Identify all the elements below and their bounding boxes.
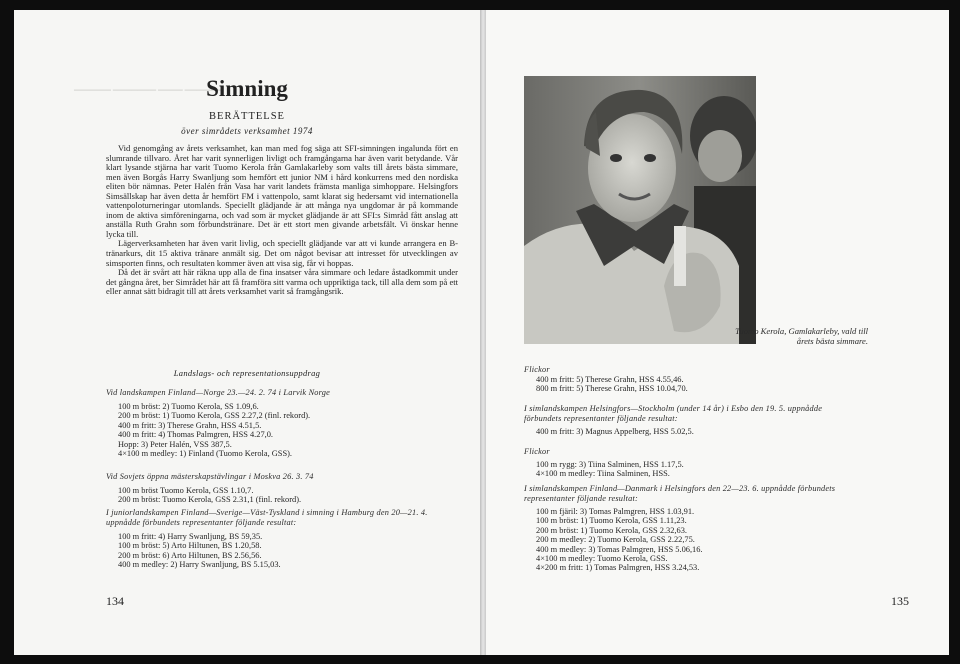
result-line: 4×200 m fritt: 1) Tomas Palmgren, HSS 3.24,53. [536, 563, 700, 573]
result-line: 200 m bröst: Tuomo Kerola, GSS 2.31,1 (finl. rekord). [118, 495, 302, 505]
results-block [106, 472, 466, 505]
result-line: 100 m fritt: 4) Harry Swanljung, BS 59,35. [118, 532, 263, 541]
result-line: 200 m medley: 2) Tuomo Kerola, GSS 2.22,75. [536, 535, 695, 545]
page-title: Simning [206, 76, 288, 101]
result-line: 100 m bröst Tuomo Kerola, GSS 1.10,7. [118, 486, 254, 495]
result-line: 100 m rygg: 3) Tiina Salminen, HSS 1.17,5. [536, 460, 684, 469]
result-line: Hopp: 3) Peter Halén, VSS 387,5. [118, 439, 232, 449]
result-line: 4×100 m medley: Tuomo Kerola, GSS. [536, 554, 668, 564]
result-line: 200 m bröst: 6) Arto Hiltunen, BS 2.56,56. [118, 550, 262, 560]
report-subtitle: BERÄTTELSE [209, 111, 285, 122]
result-line: 200 m bröst: 1) Tuomo Kerola, GSS 2.32,63. [536, 525, 687, 535]
photo-caption: Tuomo Kerola, Gamlakarleby, vald till årets bästa simmare. [735, 326, 868, 346]
result-line: 400 m medley: 3) Tomas Palmgren, HSS 5.06,16. [536, 544, 703, 554]
result-line: 400 m fritt: 4) Thomas Palmgren, HSS 4.27,0. [118, 430, 274, 440]
result-line: 4×100 m medley: 1) Finland (Tuomo Kerola, GSS). [118, 449, 293, 459]
section-heading: Landslags- och representationsuppdrag [173, 368, 321, 378]
bleed-through-text: ▔▔▔▔▔▔ ▔▔▔▔▔▔▔ ▔▔▔▔ ▔▔▔▔▔▔ [74, 90, 222, 99]
results-block [106, 388, 466, 458]
body-paragraph: Vid genomgång av årets verksamhet, kan man med fog säga att SFI-simningen ingalunda fört en slumrande tillvaro. Året har varit synnerligen livligt och framgångarna har även varit betydande. Vår klart lysande stjärna har varit Tuomo Kerola från Gamlakarleby som valts till årets bästa simmare, men även Borgås Harry Swanljung som hemfört ett junior NM i hård konkurrens med den nordiska eliten bör nämnas. Peter Halén från Vasa har varit landets främsta manliga simhoppare. Helsingfors Simsällskap har även detta år hemfört FM i vattenpolo, samt klarat sig hedersamt vid internationella vattenpoloturneringar utomlands. Speciellt glädjande är att många nya ungdomar är på kommande inom de aktiva simföreningarna, och vad som är mycket glädjande är att SFI:s Simråd fått anslag att anställa Ruth Grahn som förbundstränare. Det är ett stort men givande arbetsfält. Vi önskar henne lycka till. [106, 143, 458, 239]
report-body [106, 144, 458, 297]
results-heading: Vid landskampen Finland—Norge 23.—24. 2. 74 i Larvik Norge [106, 388, 331, 397]
body-paragraph: Då det är svårt att här räkna upp alla de fina insatser våra simmare och ledare åstadkommit under det gångna året, ber Simrådet här att få framföra sitt varma och uppriktiga tack, till alla dem som på ett eller annat sätt bidragit till att årets verksamhet varit så framgångsrik. [106, 267, 458, 297]
results-block [524, 484, 856, 573]
result-line: 4×100 m medley: Tiina Salminen, HSS. [536, 469, 670, 479]
report-subsubtitle: över simrådets verksamhet 1974 [181, 126, 313, 136]
results-heading: Flickor [524, 447, 550, 456]
right-page [486, 10, 949, 655]
results-block [524, 404, 856, 436]
result-line: 100 m bröst: 2) Tuomo Kerola, SS 1.09,6. [118, 402, 259, 411]
portrait-photo [524, 76, 756, 344]
results-block [524, 447, 856, 479]
result-line: 400 m medley: 2) Harry Swanljung, BS 5.15,03. [118, 560, 281, 570]
result-line: 800 m fritt: 5) Therese Grahn, HSS 10.04,70. [536, 384, 688, 394]
result-line: 400 m fritt: 5) Therese Grahn, HSS 4.55,46. [536, 375, 684, 384]
result-line: 400 m fritt: 3) Therese Grahn, HSS 4.51,5. [118, 420, 262, 430]
body-paragraph: Lägerverksamheten har även varit livlig, och speciellt glädjande var att vi kunde arrangera en B-tränarkurs, dit 15 aktiva tränare anmält sig. Det om något bevisar att intresset för utvecklingen av simsporten finns, och resultaten kommer även att visa sig, får vi hoppas. [106, 238, 458, 268]
page-number: 135 [891, 594, 909, 608]
result-line: 400 m fritt: 3) Magnus Appelberg, HSS 5.02,5. [536, 427, 694, 436]
results-heading: I simlandskampen Helsingfors—Stockholm (under 14 år) i Esbo den 19. 5. uppnådde förbundets representanter följande resultat: [524, 404, 823, 423]
result-line: 200 m bröst: 1) Tuomo Kerola, GSS 2.27,2 (finl. rekord). [118, 411, 311, 421]
results-heading: Flickor [524, 365, 550, 374]
left-page [14, 10, 480, 655]
results-heading: I juniorlandskampen Finland—Sverige—Väst-Tyskland i simning i Hamburg den 20—21. 4. uppnådde förbundets representanter följande resultat: [106, 508, 428, 527]
results-heading: Vid Sovjets öppna mästerskapstävlingar i Moskva 26. 3. 74 [106, 472, 314, 481]
results-block [524, 365, 856, 394]
page-number: 134 [106, 594, 124, 608]
result-line: 100 m fjäril: 3) Tomas Palmgren, HSS 1.03,91. [536, 507, 695, 516]
results-heading: I simlandskampen Finland—Danmark i Helsingfors den 22—23. 6. uppnådde förbundets representanter följande resultat: [524, 484, 836, 503]
results-block [106, 508, 458, 570]
result-line: 100 m bröst: 1) Tuomo Kerola, GSS 1.11,23. [536, 516, 687, 526]
result-line: 100 m bröst: 5) Arto Hiltunen, BS 1.20,58. [118, 541, 262, 551]
photo-image [524, 76, 756, 344]
